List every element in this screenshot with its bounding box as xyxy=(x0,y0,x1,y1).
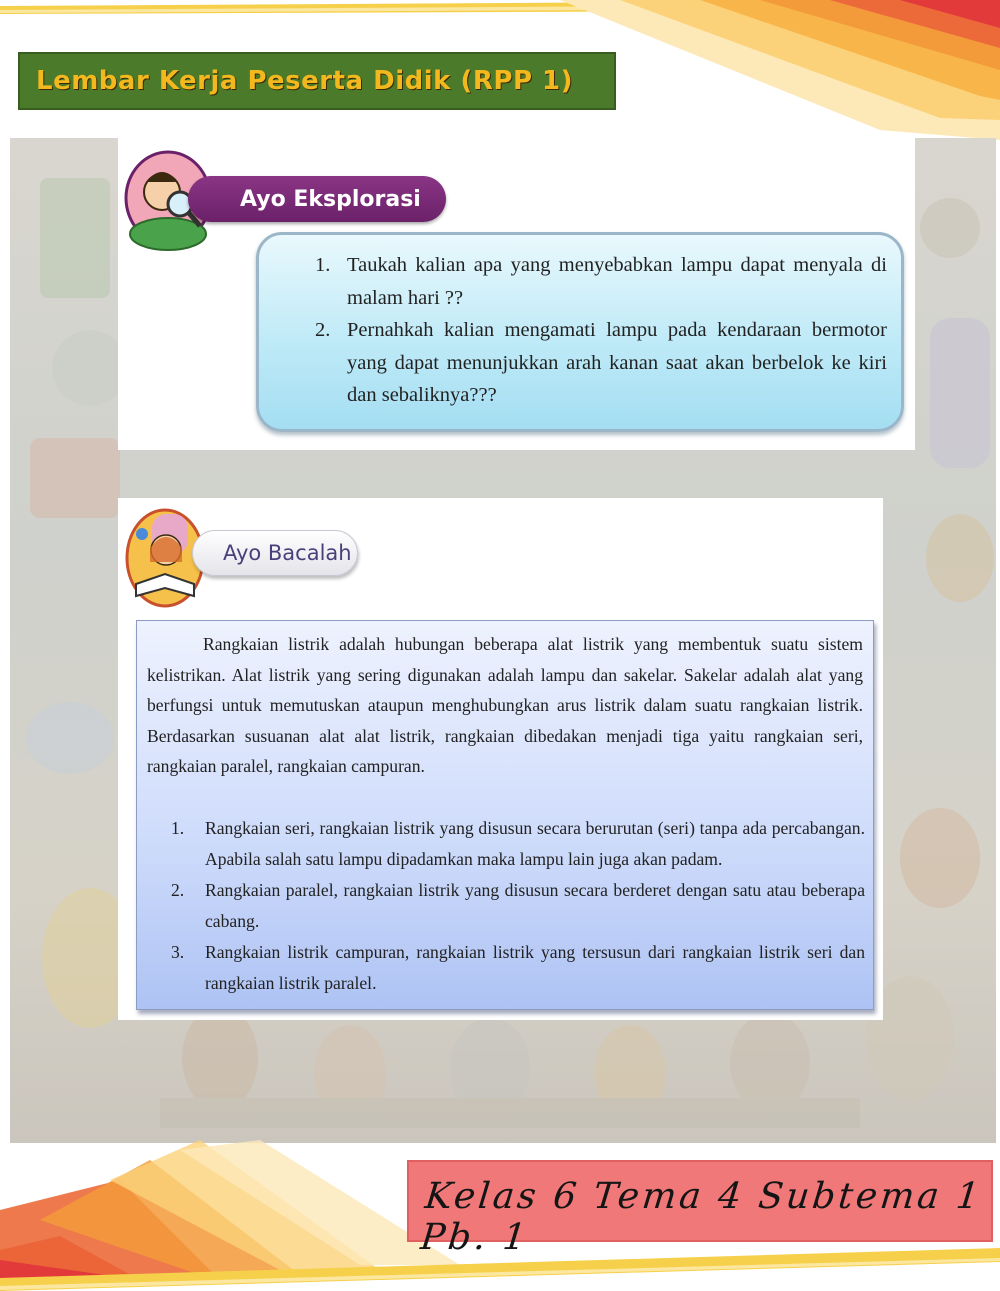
item-text: Rangkaian listrik campuran, rangkaian listrik yang tersusun dari rangkaian listrik seri dan rangkaian listrik paralel. xyxy=(205,942,865,993)
list-item xyxy=(315,314,887,412)
reading-heading-pill xyxy=(192,530,358,576)
item-text: Rangkaian paralel, rangkaian listrik yang disusun secara berderet dengan satu atau beberapa cabang. xyxy=(205,880,865,931)
list-item xyxy=(315,249,887,314)
item-number: 2. xyxy=(171,880,185,900)
item-number: 3. xyxy=(171,942,185,962)
question-number: 1. xyxy=(315,254,331,276)
item-number: 1. xyxy=(171,818,185,838)
explore-heading: Ayo Eksplorasi xyxy=(240,186,421,212)
reading-box xyxy=(136,620,874,1010)
item-text: Rangkaian seri, rangkaian listrik yang disusun secara berurutan (seri) tanpa ada percabangan. Apabila salah satu lampu dipadamkan maka lampu lain juga akan padam. xyxy=(205,818,865,869)
page-title: Lembar Kerja Peserta Didik (RPP 1) xyxy=(36,66,574,96)
title-banner xyxy=(18,52,616,110)
question-box xyxy=(256,232,904,432)
class-label: Kelas 6 Tema 4 Subtema 1 Pb. 1 xyxy=(418,1176,985,1258)
list-item xyxy=(171,937,865,999)
list-item xyxy=(171,813,865,875)
question-text: Taukah kalian apa yang menyebabkan lampu dapat menyala di malam hari ?? xyxy=(347,254,887,309)
list-item xyxy=(171,875,865,937)
footer-banner xyxy=(407,1160,993,1258)
explore-heading-pill xyxy=(188,176,446,222)
reading-list xyxy=(171,813,865,999)
question-list xyxy=(315,249,887,412)
reading-heading: Ayo Bacalah xyxy=(223,541,352,565)
question-number: 2. xyxy=(315,319,331,341)
reading-paragraph: Rangkaian listrik adalah hubungan beberapa alat listrik yang membentuk suatu sistem kelistrikan. Alat listrik yang sering digunakan adalah lampu dan sakelar. Sakelar adalah alat yang berfungsi untuk memutuskan ataupun menghubungkan arus listrik dalam suatu rangkaian listrik. Berdasarkan susuanan alat alat listrik, rangkaian dibedakan menjadi tiga yaitu rangkaian seri, rangkaian paralel, rangkaian campuran. xyxy=(147,634,863,776)
question-text: Pernahkah kalian mengamati lampu pada kendaraan bermotor yang dapat menunjukkan arah kanan saat akan berbelok ke kiri dan sebaliknya??? xyxy=(347,319,887,406)
